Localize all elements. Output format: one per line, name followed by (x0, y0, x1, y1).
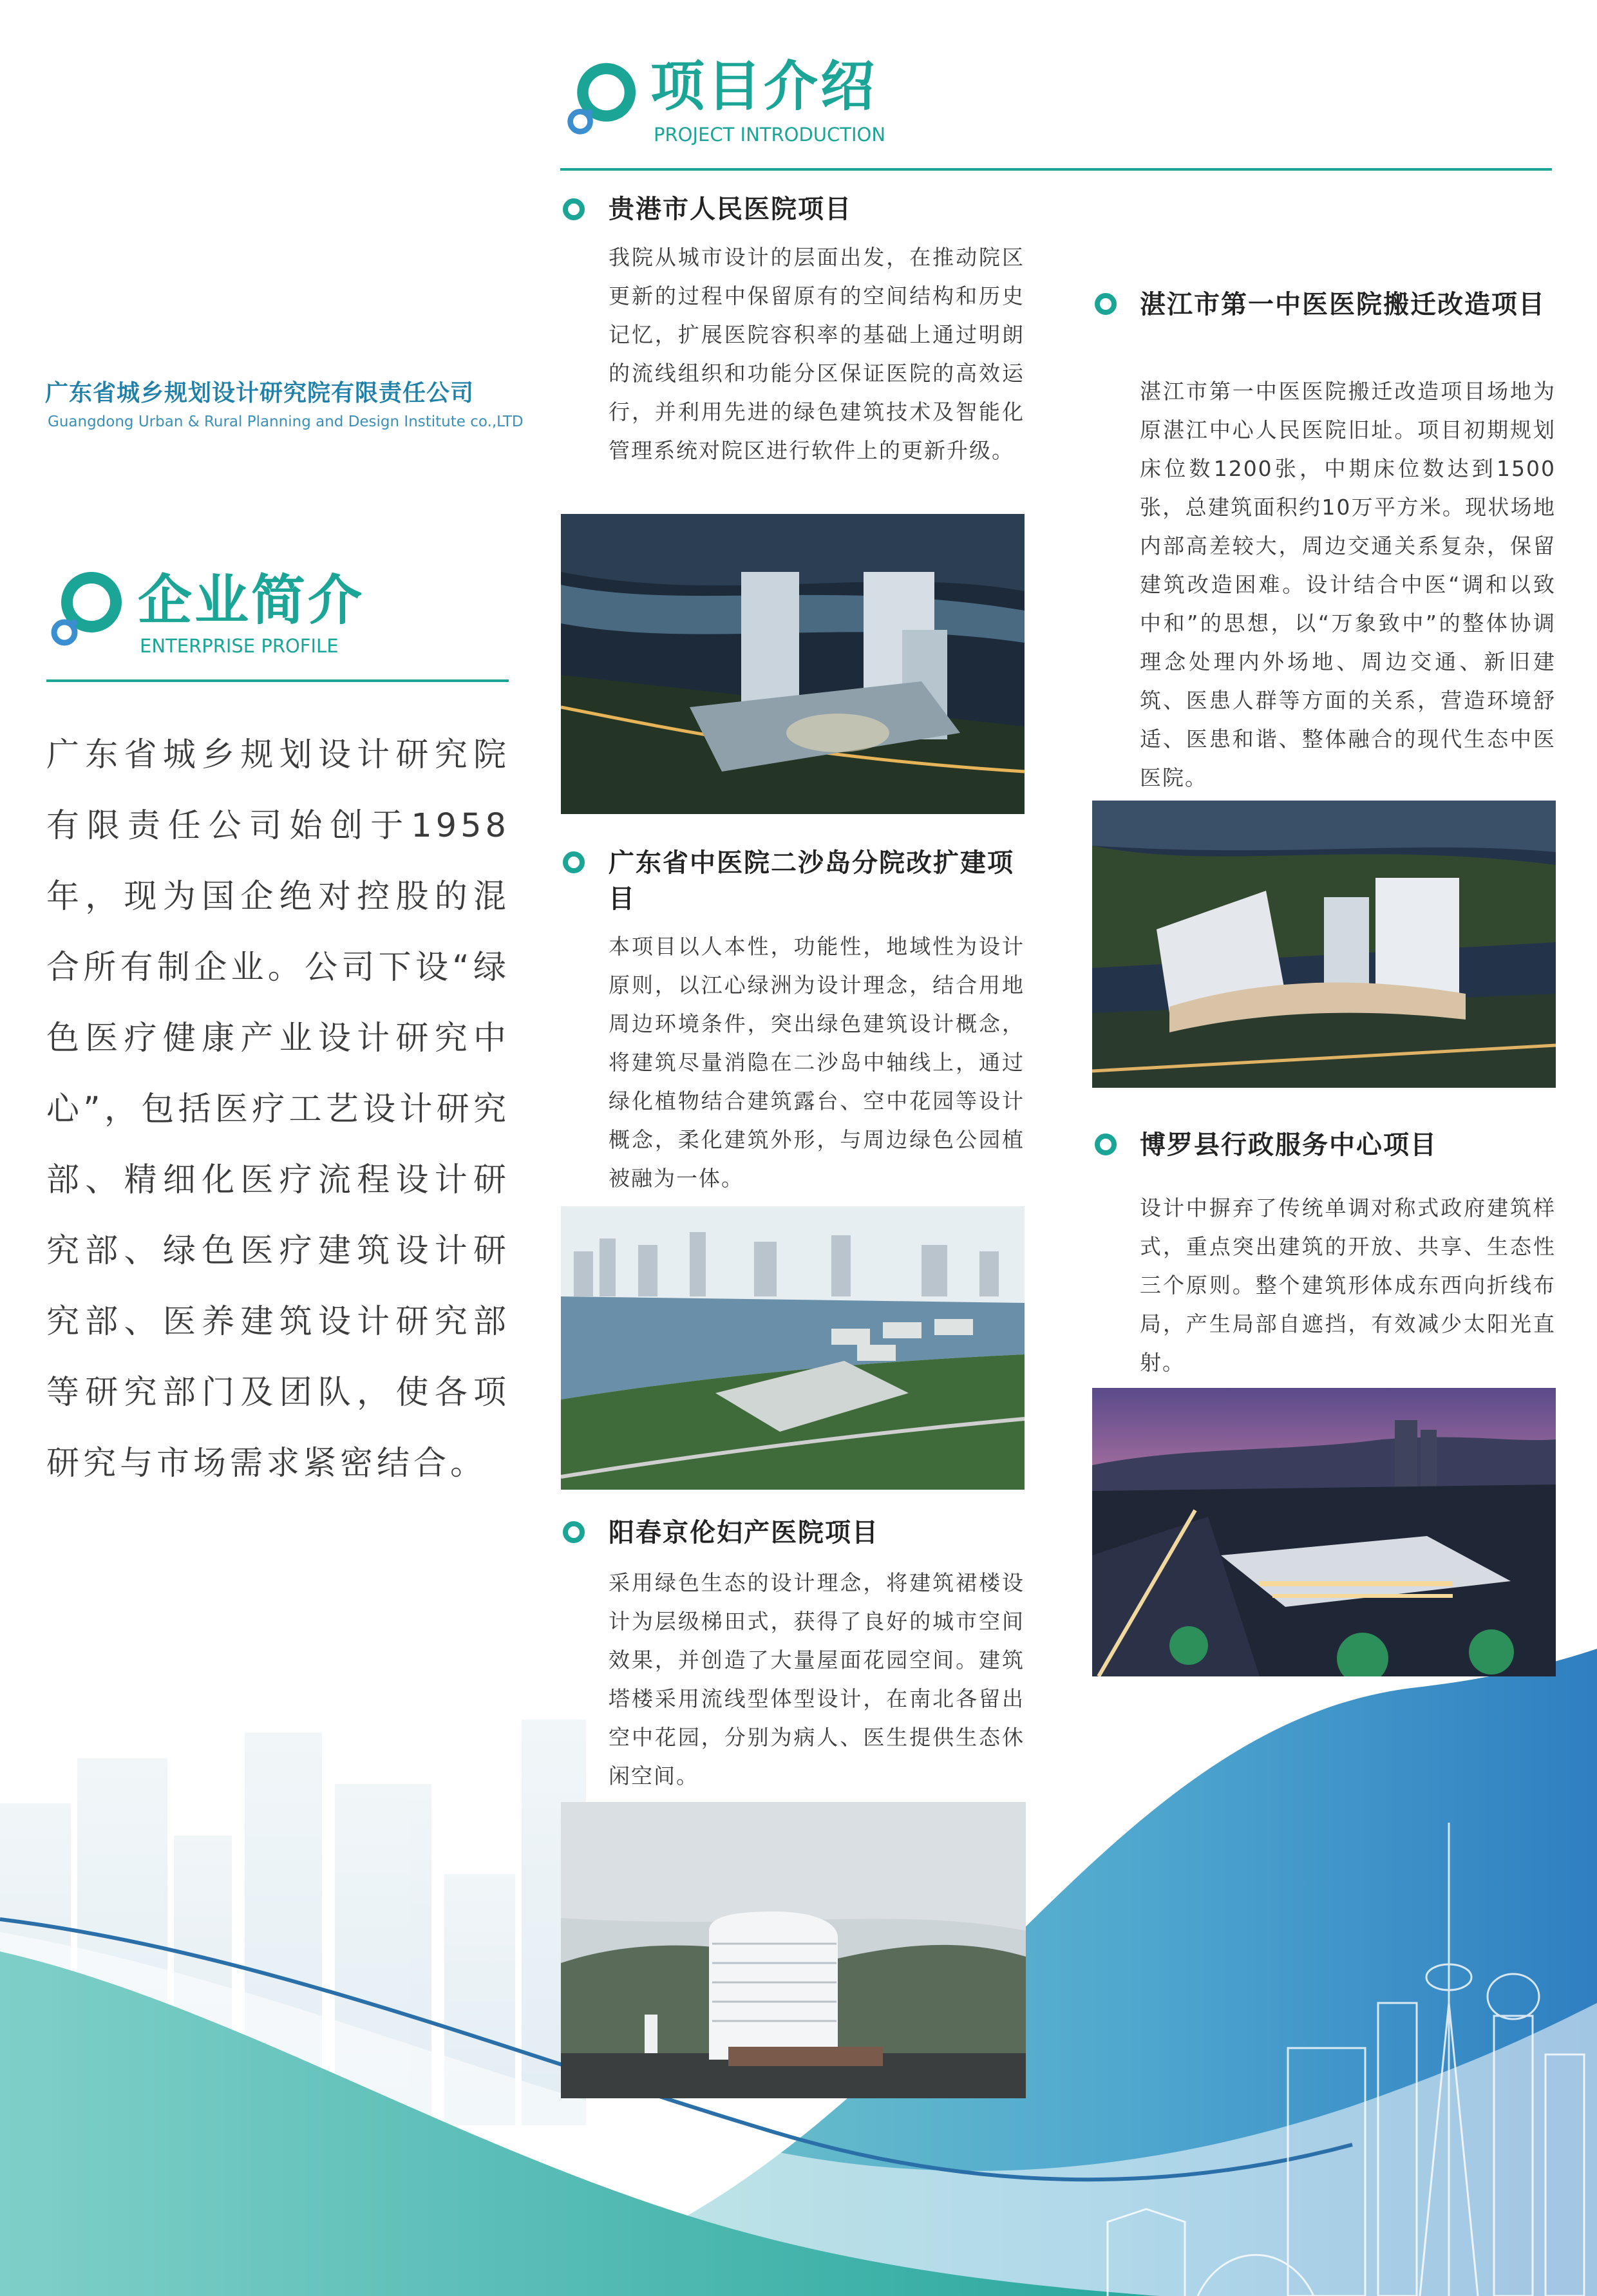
project-image-ershadao (561, 1206, 1025, 1490)
projects-heading-en: PROJECT INTRODUCTION (654, 124, 886, 146)
project-body-ershadao: 本项目以人本性，功能性，地域性为设计原则，以江心绿洲为设计理念，结合用地周边环境条件，突出绿色建筑设计概念，将建筑尽量消隐在二沙岛中轴线上，通过绿化植物结合建筑露台、空中花园等设计概念，柔化建筑外形，与周边绿色公园植被融为一体。 (609, 934, 1025, 1191)
profile-heading-cn: 企业简介 (138, 569, 365, 632)
profile-heading-en: ENTERPRISE PROFILE (140, 635, 339, 657)
profile-text: 广东省城乡规划设计研究院有限责任公司始创于1958年，现为国企绝对控股的混合所有制企业。公司下设“绿色医疗健康产业设计研究中心”，包括医疗工艺设计研究部、精细化医疗流程设计研究部、绿色医疗建筑设计研究部、医养建筑设计研究部等研究部门及团队，使各项研究与市场需求紧密结合。 (46, 736, 510, 1483)
project-bullet-ring (563, 1521, 585, 1543)
project-title-guigang: 贵港市人民医院项目 (609, 194, 852, 224)
project-title-ershadao: 广东省中医院二沙岛分院改扩建项目 (609, 848, 1014, 914)
project-image-zhanjiang (1092, 801, 1556, 1088)
company-name-en: Guangdong Urban & Rural Planning and Design Institute co.,LTD (48, 413, 524, 430)
project-body-guigang: 我院从城市设计的层面出发，在推动院区更新的过程中保留原有的空间结构和历史记忆，扩展医院容积率的基础上通过明朗的流线组织和功能分区保证医院的高效运行，并利用先进的绿色建筑技术及智能化管理系统对院区进行软件上的更新升级。 (609, 245, 1025, 463)
company-name-cn: 广东省城乡规划设计研究院有限责任公司 (45, 380, 475, 406)
project-bullet-ring (563, 851, 585, 873)
project-title-yangchun: 阳春京伦妇产医院项目 (609, 1518, 879, 1548)
project-bullet-ring (1095, 1134, 1117, 1155)
profile-heading-rule (46, 679, 509, 682)
project-image-yangchun (561, 1802, 1026, 2098)
magnifier-logo-icon (46, 567, 124, 650)
project-title-zhanjiang: 湛江市第一中医医院搬迁改造项目 (1140, 290, 1545, 319)
magnifier-logo-icon (563, 57, 638, 140)
project-body-zhanjiang: 湛江市第一中医医院搬迁改造项目场地为原湛江中心人民医院旧址。项目初期规划床位数1200张，中期床位数达到1500张，总建筑面积约10万平方米。现状场地内部高差较大，周边交通关系复杂，保留建筑改造困难。设计结合中医“调和以致中和”的思想，以“万象致中”的整体协调理念处理内外场地、周边交通、新旧建筑、医患人群等方面的关系，营造环境舒适、医患和谐、整体融合的现代生态中医医院。 (1140, 379, 1556, 790)
project-bullet-ring (1095, 293, 1117, 315)
project-image-boluo (1092, 1388, 1556, 1676)
project-body-boluo: 设计中摒弃了传统单调对称式政府建筑样式，重点突出建筑的开放、共享、生态性三个原则。整个建筑形体成东西向折线布局，产生局部自遮挡，有效减少太阳光直射。 (1140, 1195, 1556, 1375)
projects-heading-rule (560, 168, 1552, 171)
projects-heading-cn: 项目介绍 (650, 55, 878, 118)
project-image-guigang (561, 514, 1025, 814)
project-bullet-ring (563, 198, 585, 220)
project-title-boluo: 博罗县行政服务中心项目 (1140, 1130, 1437, 1160)
project-body-yangchun: 采用绿色生态的设计理念，将建筑裙楼设计为层级梯田式，获得了良好的城市空间效果，并创造了大量屋面花园空间。建筑塔楼采用流线型体型设计，在南北各留出空中花园，分别为病人、医生提供生态休闲空间。 (609, 1570, 1025, 1788)
